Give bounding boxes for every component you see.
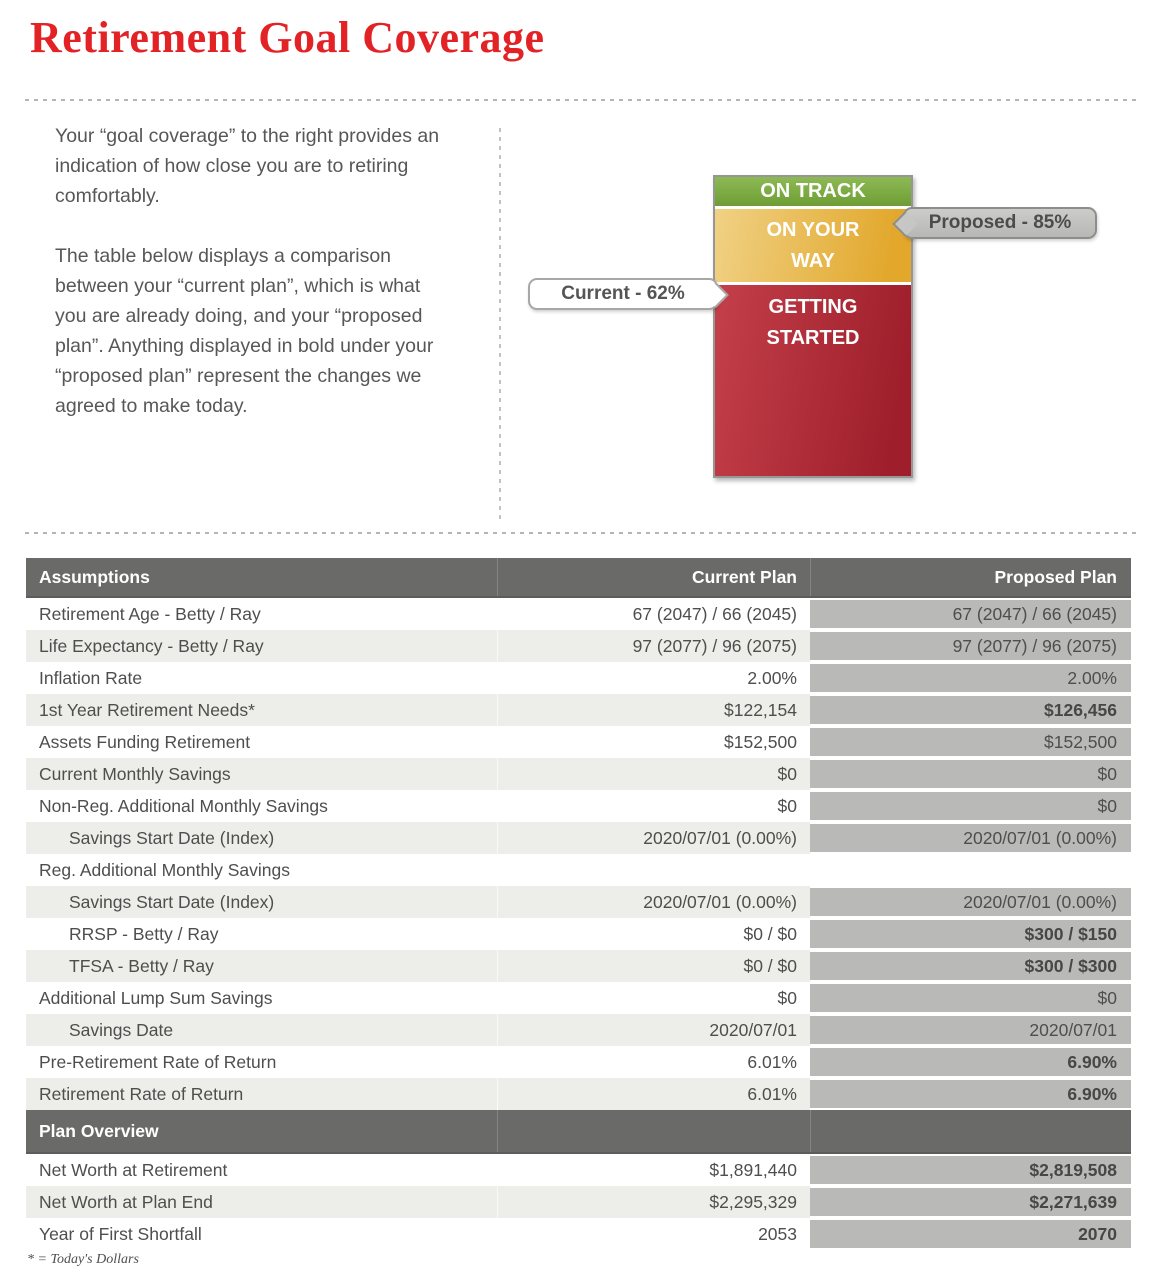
- proposed-plan-cell: [810, 1078, 1131, 1110]
- current-plan-value: 6.01%: [497, 1046, 810, 1078]
- row-label: RRSP - Betty / Ray: [69, 924, 219, 944]
- current-plan-value: 2.00%: [497, 662, 810, 694]
- table-row: [26, 1014, 1131, 1046]
- gauge-segment-label: ON TRACK: [760, 180, 866, 202]
- proposed-plan-value: $126,456: [810, 696, 1131, 724]
- current-plan-value: 2020/07/01 (0.00%): [497, 822, 810, 854]
- table-row: [26, 694, 1131, 726]
- row-label: Savings Start Date (Index): [26, 822, 497, 854]
- proposed-plan-cell: [810, 918, 1131, 950]
- gauge-segment-on-track: [715, 177, 911, 209]
- table-row: [26, 726, 1131, 758]
- comparison-table: [26, 558, 1131, 1250]
- proposed-callout: [903, 207, 1097, 239]
- proposed-plan-cell: [810, 630, 1131, 662]
- proposed-plan-cell: [810, 982, 1131, 1014]
- row-label: Net Worth at Retirement: [39, 1160, 228, 1180]
- proposed-plan-cell: [810, 1046, 1131, 1078]
- proposed-plan-cell: [810, 694, 1131, 726]
- current-callout-label: Current - 62%: [561, 283, 685, 304]
- current-plan-value: 2020/07/01 (0.00%): [497, 886, 810, 918]
- assumptions-header-label: Assumptions: [39, 566, 150, 587]
- row-label: Retirement Rate of Return: [26, 1078, 497, 1110]
- table-row: [26, 598, 1131, 630]
- intro-paragraph-2: The table below displays a comparison between your “current plan”, which is what you are already doing, and your “proposed plan”. Anything displayed in bold under your “proposed plan” represent the changes we agreed to make today.: [55, 245, 434, 417]
- proposed-plan-value: $152,500: [810, 728, 1131, 756]
- proposed-plan-cell: [810, 886, 1131, 918]
- proposed-plan-cell: [810, 790, 1131, 822]
- table-row: [26, 982, 1131, 1014]
- current-plan-value: $1,891,440: [497, 1154, 810, 1186]
- proposed-plan-value: 2070: [810, 1220, 1131, 1248]
- gauge-segment-label: ON YOUR WAY: [766, 218, 860, 272]
- proposed-callout-label: Proposed - 85%: [928, 212, 1072, 233]
- table-row: [26, 630, 1131, 662]
- proposed-plan-value: 2020/07/01 (0.00%): [810, 824, 1131, 852]
- table-row: [26, 822, 1131, 854]
- current-plan-value: 6.01%: [497, 1078, 810, 1110]
- table-row: [26, 886, 1131, 918]
- table-header-plan-overview: [26, 1110, 1131, 1154]
- proposed-plan-value: $2,819,508: [810, 1156, 1131, 1184]
- row-label: Non-Reg. Additional Monthly Savings: [39, 796, 328, 816]
- gauge-segment-on-your-way: [715, 209, 911, 285]
- table-row: [26, 1218, 1131, 1250]
- row-label: Savings Start Date (Index): [26, 886, 497, 918]
- plan-overview-header-spacer: [810, 1110, 1131, 1152]
- current-plan-value: $122,154: [497, 694, 810, 726]
- table-row: [26, 918, 1131, 950]
- row-label: Savings Date: [26, 1014, 497, 1046]
- table-row: [26, 854, 1131, 886]
- current-plan-value: 2053: [497, 1218, 810, 1250]
- page-title: Retirement Goal Coverage: [30, 13, 545, 62]
- current-plan-header: Current Plan: [497, 558, 810, 596]
- proposed-plan-header: Proposed Plan: [810, 558, 1131, 596]
- current-plan-value: 97 (2077) / 96 (2075): [497, 630, 810, 662]
- proposed-plan-value: $0: [810, 760, 1131, 788]
- proposed-plan-value: $300 / $150: [810, 920, 1131, 948]
- current-plan-value: $0: [497, 790, 810, 822]
- proposed-plan-value: 2.00%: [810, 664, 1131, 692]
- table-row: [26, 790, 1131, 822]
- proposed-plan-value: $0: [810, 984, 1131, 1012]
- divider-top: [25, 99, 1138, 101]
- proposed-plan-cell: [810, 822, 1131, 854]
- proposed-plan-cell: [810, 1218, 1131, 1250]
- current-plan-value: $0 / $0: [497, 918, 810, 950]
- intro-text: [55, 121, 457, 451]
- proposed-plan-value: 2020/07/01 (0.00%): [810, 888, 1131, 916]
- plan-overview-header-spacer: [497, 1110, 810, 1152]
- current-plan-value: $152,500: [497, 726, 810, 758]
- row-label: Pre-Retirement Rate of Return: [39, 1052, 277, 1072]
- row-label: Assets Funding Retirement: [39, 732, 251, 752]
- current-plan-value: $0: [497, 758, 810, 790]
- row-label: Net Worth at Plan End: [26, 1186, 497, 1218]
- row-label: TFSA - Betty / Ray: [26, 950, 497, 982]
- proposed-plan-cell: [810, 662, 1131, 694]
- proposed-plan-cell: [810, 950, 1131, 982]
- current-plan-value: 67 (2047) / 66 (2045): [497, 598, 810, 630]
- proposed-plan-value: [810, 856, 1131, 884]
- table-row: [26, 758, 1131, 790]
- table-row: [26, 1154, 1131, 1186]
- proposed-plan-value: 2020/07/01: [810, 1016, 1131, 1044]
- proposed-plan-cell: [810, 726, 1131, 758]
- table-row: [26, 662, 1131, 694]
- proposed-plan-value: $2,271,639: [810, 1188, 1131, 1216]
- proposed-plan-value: 67 (2047) / 66 (2045): [810, 600, 1131, 628]
- goal-coverage-gauge: [713, 175, 913, 478]
- table-row: [26, 1186, 1131, 1218]
- current-plan-value: $0 / $0: [497, 950, 810, 982]
- row-label: Retirement Age - Betty / Ray: [39, 604, 261, 624]
- table-row: [26, 1046, 1131, 1078]
- proposed-plan-cell: [810, 1014, 1131, 1046]
- divider-middle: [25, 532, 1138, 534]
- plan-overview-rows: [26, 1154, 1131, 1250]
- row-label: Current Monthly Savings: [26, 758, 497, 790]
- plan-overview-header-label: Plan Overview: [39, 1120, 159, 1141]
- proposed-plan-cell: [810, 1154, 1131, 1186]
- proposed-plan-cell: [810, 758, 1131, 790]
- divider-vertical: [499, 128, 501, 520]
- row-label: Reg. Additional Monthly Savings: [39, 860, 290, 880]
- proposed-plan-cell: [810, 854, 1131, 886]
- table-row: [26, 950, 1131, 982]
- current-callout: [528, 278, 718, 310]
- row-label: Additional Lump Sum Savings: [39, 988, 273, 1008]
- gauge-segment-label: GETTING STARTED: [766, 296, 860, 349]
- gauge-segment-getting-started: [715, 285, 911, 476]
- table-row: [26, 1078, 1131, 1110]
- proposed-plan-value: 97 (2077) / 96 (2075): [810, 632, 1131, 660]
- footnote: * = Today's Dollars: [27, 1252, 139, 1267]
- proposed-plan-value: 6.90%: [810, 1048, 1131, 1076]
- row-label: 1st Year Retirement Needs*: [26, 694, 497, 726]
- current-plan-value: $0: [497, 982, 810, 1014]
- table-header-assumptions: [26, 558, 1131, 598]
- row-label: Inflation Rate: [39, 668, 143, 688]
- current-plan-value: 2020/07/01: [497, 1014, 810, 1046]
- current-plan-value: [497, 854, 810, 886]
- intro-paragraph-1: Your “goal coverage” to the right provides an indication of how close you are to retiring comfortably.: [55, 125, 440, 207]
- assumptions-rows: [26, 598, 1131, 1110]
- proposed-plan-value: $300 / $300: [810, 952, 1131, 980]
- current-plan-value: $2,295,329: [497, 1186, 810, 1218]
- proposed-plan-value: $0: [810, 792, 1131, 820]
- row-label: Life Expectancy - Betty / Ray: [26, 630, 497, 662]
- proposed-plan-value: 6.90%: [810, 1080, 1131, 1108]
- row-label: Year of First Shortfall: [39, 1224, 202, 1244]
- proposed-plan-cell: [810, 598, 1131, 630]
- proposed-plan-cell: [810, 1186, 1131, 1218]
